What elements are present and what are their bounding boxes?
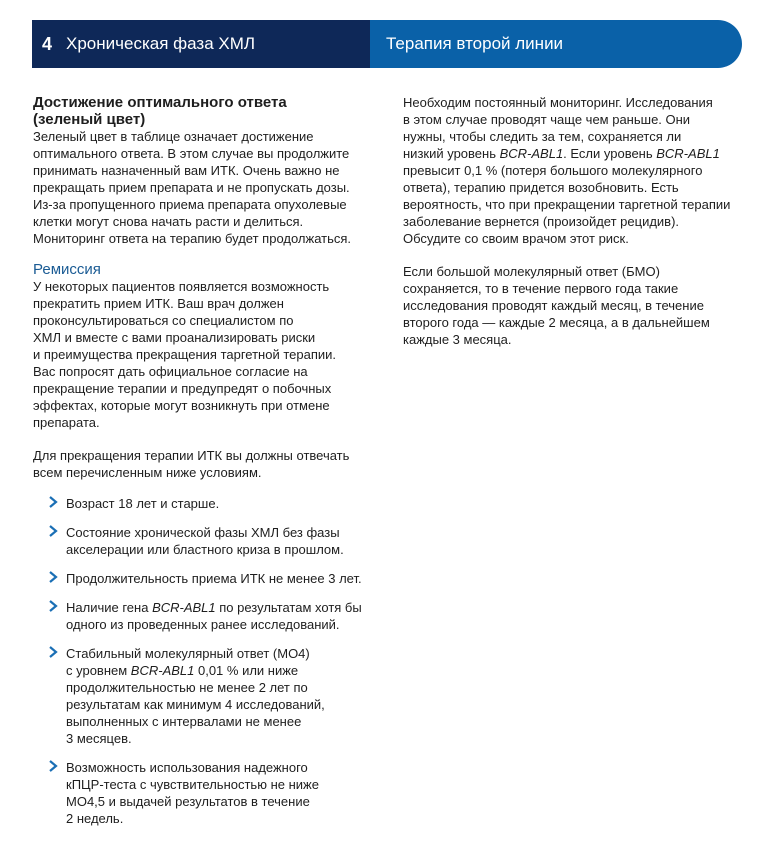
chevron-right-icon <box>49 646 58 658</box>
chevron-right-icon <box>49 760 58 772</box>
list-item: Состояние хронической фазы ХМЛ без фазы акселерации или бластного криза в прошлом. <box>33 524 378 558</box>
monitoring-text: Необходим постоянный мониторинг. Исследования в этом случае проводят чаще чем раньше. Они нужны, чтобы следить за тем, сохраняется ли низкий уровень BCR-ABL1. Если уровень BCR-ABL1 превысит 0,1 % (потеря большого молекулярного ответа), терапию придется возобновить. Есть вероятность, что при прекращении таргетной терапии заболевание вернется (произойдет рецидив). Обсудите со своим врачом этот риск. <box>403 95 731 246</box>
left-column <box>33 94 378 839</box>
optimal-response-text: Зеленый цвет в таблице означает достижение оптимального ответа. В этом случае вы продолжите принимать назначенный вам ИТК. Очень важно не прекращать прием препарата и не пропускать дозы. Из-за пропущенного приема препарата опухолевые клетки могут снова начать расти и делиться. Мониторинг ответа на терапию будет продолжаться. <box>33 129 352 246</box>
bmo-text: Если большой молекулярный ответ (БМО) сохраняется, то в течение первого года такие исследования проводят каждый месяц, в течение второго года — каждые 2 месяца, а в дальнейшем каждые 3 месяца. <box>403 264 710 347</box>
list-item: Наличие гена BCR-ABL1 по результатам хотя бы одного из проведенных ранее исследований. <box>33 599 378 633</box>
chapter-bar <box>32 20 370 68</box>
remission-heading: Ремиссия <box>33 261 101 278</box>
list-item: Возраст 18 лет и старше. <box>33 495 378 512</box>
chapter-title: Хроническая фаза ХМЛ <box>66 34 256 53</box>
chapter-number: 4 <box>42 33 53 54</box>
optimal-response-heading: Достижение оптимального ответа (зеленый цвет) <box>33 94 287 128</box>
conditions-intro: Для прекращения терапии ИТК вы должны отвечать всем перечисленным ниже условиям. <box>33 448 350 480</box>
chevron-right-icon <box>49 600 58 612</box>
list-item: Возможность использования надежного кПЦР-теста с чувствительностью не ниже МО4,5 и выдачей результатов в течение 2 недель. <box>33 759 378 827</box>
list-item: Продолжительность приема ИТК не менее 3 лет. <box>33 570 378 587</box>
section-title: Терапия второй линии <box>370 20 742 68</box>
chevron-right-icon <box>49 571 58 583</box>
conditions-list <box>33 495 378 827</box>
right-column <box>403 94 748 348</box>
list-item: Стабильный молекулярный ответ (МО4) с уровнем BCR-ABL1 0,01 % или ниже продолжительностью не менее 2 лет по результатам как минимум 4 исследований, выполненных с интервалами не менее 3 месяцев. <box>33 645 378 747</box>
chevron-right-icon <box>49 525 58 537</box>
remission-text: У некоторых пациентов появляется возможность прекратить прием ИТК. Ваш врач должен проконсультироваться со специалистом по ХМЛ и вместе с вами проанализировать риски и преимущества прекращения таргетной терапии. Вас попросят дать официальное согласие на прекращение терапии и предупредят о побочных эффектах, которые могут возникнуть при отмене препарата. <box>33 279 337 430</box>
chevron-right-icon <box>49 496 58 508</box>
page-header <box>32 20 742 68</box>
